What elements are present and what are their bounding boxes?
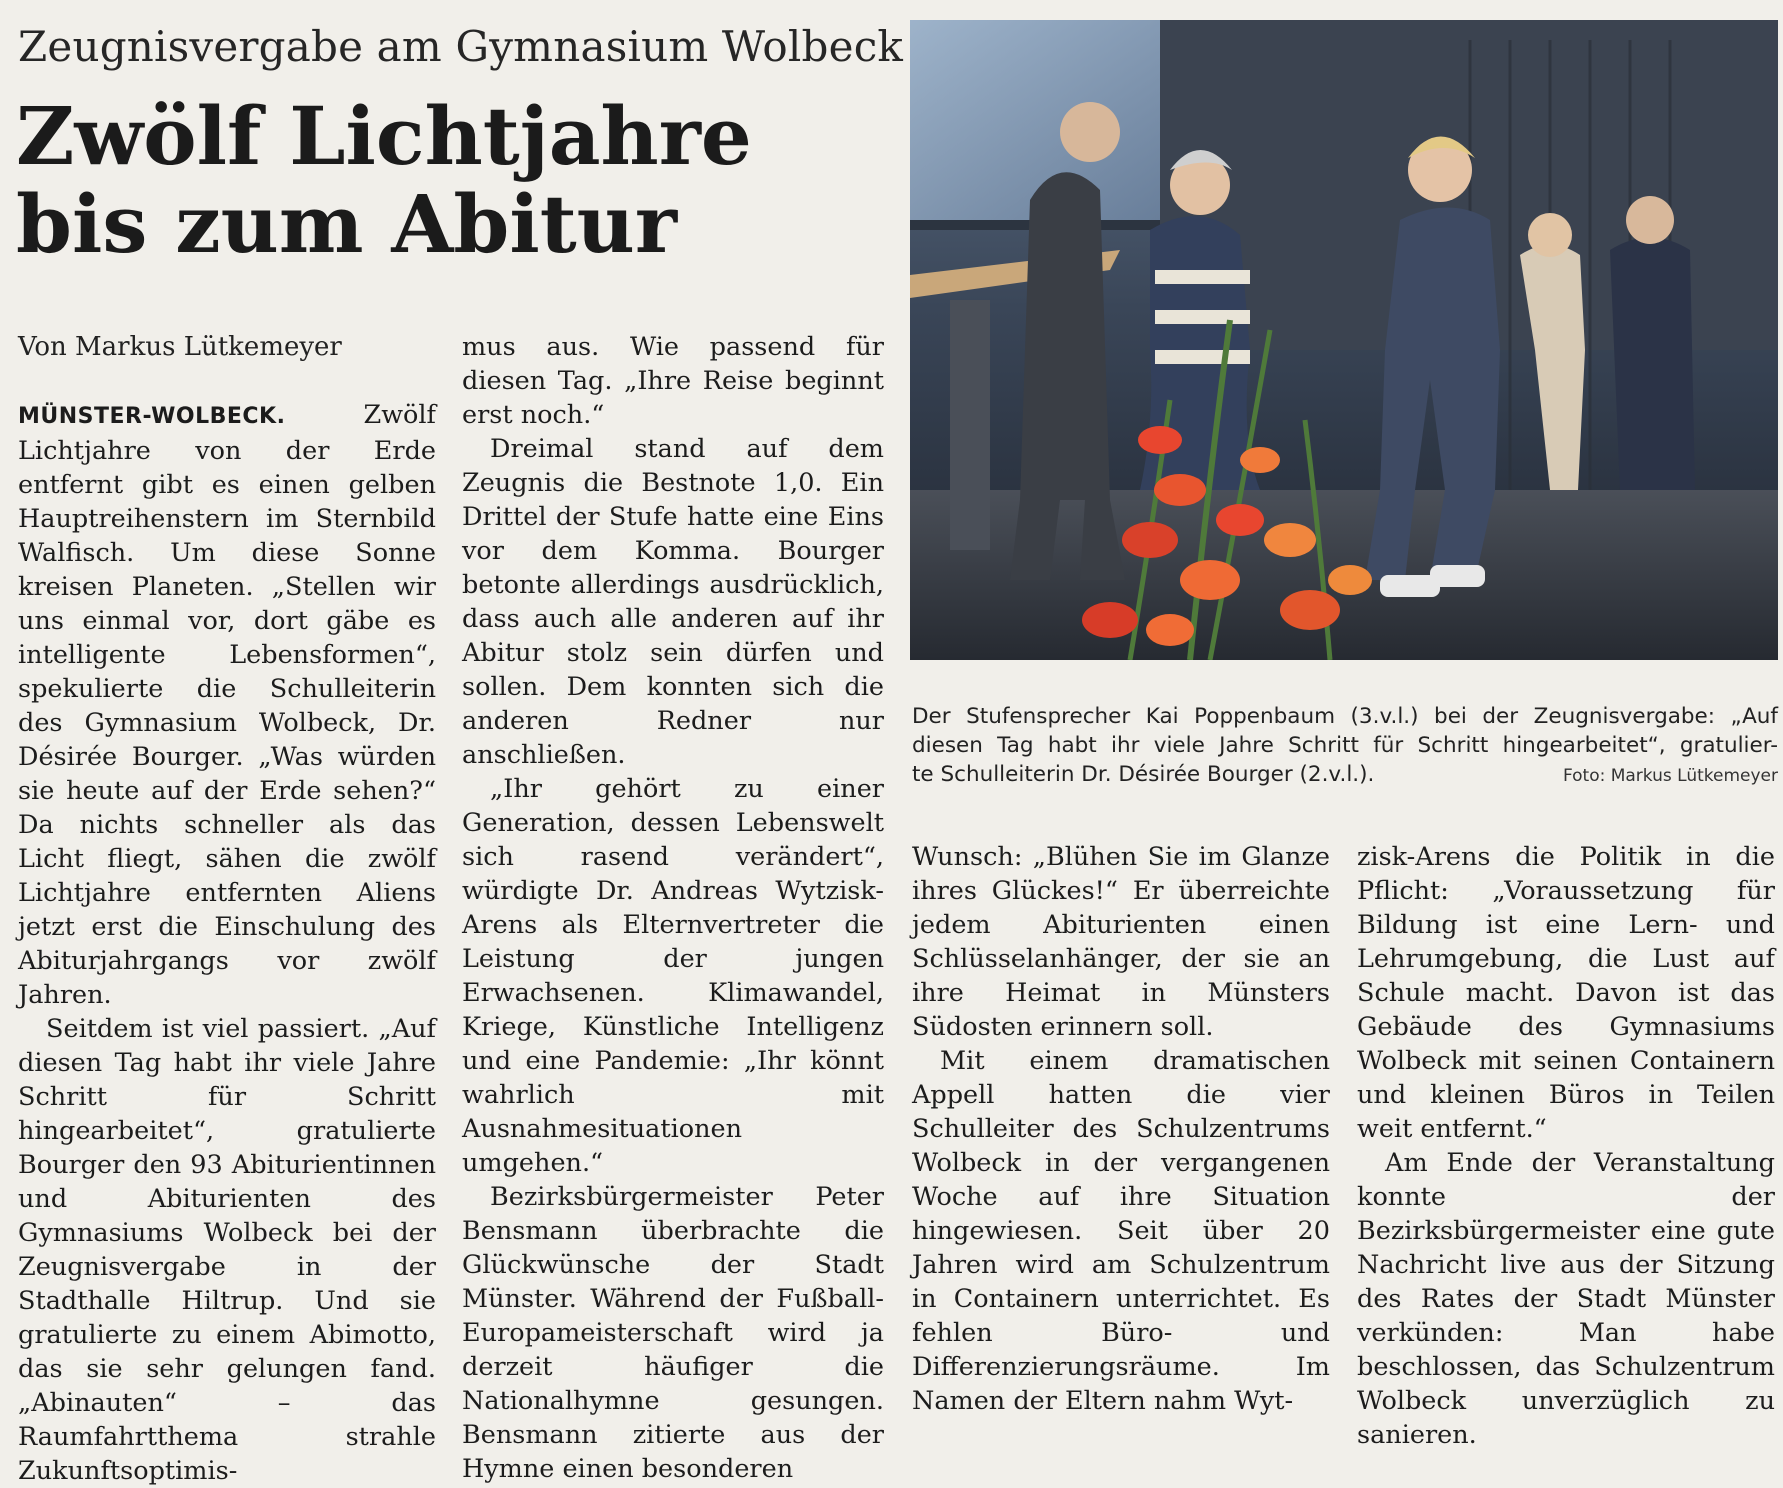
article-kicker: Zeugnisvergabe am Gymnasium Wolbeck [18,22,904,71]
dateline: MÜNSTER-WOLBECK. [18,404,286,429]
paragraph: „Ihr gehört zu einer Generation, dessen Lebenswelt sich rasend verändert“, würdigte Dr. Andreas Wytzisk-Arens als Elternvertreter die Leistung der jungen Erwachsenen. Klimawandel, Kriege, Künstliche Intelligenz und eine Pandemie: „Ihr könnt wahrlich mit Ausnahmesituationen umgehen.“ [462,774,884,1178]
caption-line-2: diesen Tag habt ihr viele Jahre Schritt für Schritt hingearbeitet“, gratulier- [912,733,1778,758]
paragraph: Mit einem dramatischen Appell hatten die vier Schulleiter des Schulzentrums Wolbeck in der vergangenen Woche auf ihre Situation hingewiesen. Seit über 20 Jahren wird am Schulzentrum in Containern unterrichtet. Es fehlen Büro- und Differenzierungsräume. Im Namen der Eltern nahm Wyt- [912,1046,1330,1416]
paragraph-text: Zwölf Lichtjahre von der Erde entfernt gibt es einen gelben Hauptreihenstern im Sternbild Walfisch. Um diese Sonne kreisen Planeten. „Stellen wir uns einmal vor, dort gäbe es intelligente Lebensformen“, spekulierte die Schulleiterin des Gymnasium Wolbeck, Dr. Désirée Bourger. „Was würden sie heute auf der Erde sehen?“ Da nichts schneller als das Licht fliegt, sähen die zwölf Lichtjahre entfernten Aliens jetzt erst die Einschulung des Abiturjahrgangs vor zwölf Jahren. [18,400,436,1010]
paragraph: Bezirksbürgermeister Peter Bensmann überbrachte die Glückwünsche der Stadt Münster. Während der Fußball-Europameisterschaft wird ja derzeit häufiger die Nationalhymne gesungen. Bensmann zitierte aus der Hymne einen besonderen [462,1182,884,1484]
paragraph: Am Ende der Veranstaltung konnte der Bezirksbürgermeister eine gute Nachricht live aus der Sitzung des Rates der Stadt Münster verkünden: Man habe beschlossen, das Schulzentrum Wolbeck unverzüglich zu sanieren. [1357,1148,1775,1450]
photo-caption [912,702,1778,791]
article-photo [910,20,1778,660]
paragraph: Wunsch: „Blühen Sie im Glanze ihres Glückes!“ Er überreichte jedem Abiturienten einen Schlüsselanhänger, der sie an ihre Heimat in Münsters Südosten erinnern soll. [912,842,1330,1042]
headline-line-2: bis zum Abitur [16,177,677,271]
caption-last-row [912,760,1778,791]
paragraph: Dreimal stand auf dem Zeugnis die Bestnote 1,0. Ein Drittel der Stufe hatte eine Eins vor dem Komma. Bourger betonte allerdings ausdrücklich, dass auch alle anderen auf ihr Abitur stolz sein dürfen und sollen. Dem konnten sich die anderen Redner nur anschließen. [462,434,884,770]
article-headline [16,89,752,271]
paragraph [18,398,436,1012]
article-column-1 [18,398,436,1488]
caption-line-1: Der Stufensprecher Kai Poppenbaum (3.v.l.) bei der Zeugnisvergabe: „Auf [912,704,1778,729]
stage-photo-illustration [910,20,1778,660]
article-column-2 [462,330,884,1486]
article-column-4 [1357,840,1775,1452]
article-column-3 [912,840,1330,1418]
paragraph: Seitdem ist viel passiert. „Auf diesen Tag habt ihr viele Jahre Schritt für Schritt hingearbeitet“, gratulierte Bourger den 93 Abiturientinnen und Abiturienten des Gymnasiums Wolbeck bei der Zeugnisvergabe in der Stadthalle Hiltrup. Und sie gratulierte zu einem Abimotto, das sie sehr gelungen fand. „Abinauten“ – das Raumfahrtthema strahle Zukunftsoptimis- [18,1014,436,1486]
article-byline: Von Markus Lütkemeyer [18,332,342,362]
photo-credit: Foto: Markus Lütkemeyer [1562,766,1778,786]
paragraph: zisk-Arens die Politik in die Pflicht: „Voraussetzung für Bildung ist eine Lern- und Lehrumgebung, die Lust auf Schule macht. Davon ist das Gebäude des Gymnasiums Wolbeck mit seinen Containern und kleinen Büros in Teilen weit entfernt.“ [1357,842,1775,1144]
caption-line-3: te Schulleiterin Dr. Désirée Bourger (2.v.l.). [912,762,1375,787]
headline-line-1: Zwölf Lichtjahre [16,89,752,183]
paragraph: mus aus. Wie passend für diesen Tag. „Ihre Reise beginnt erst noch.“ [462,332,884,430]
